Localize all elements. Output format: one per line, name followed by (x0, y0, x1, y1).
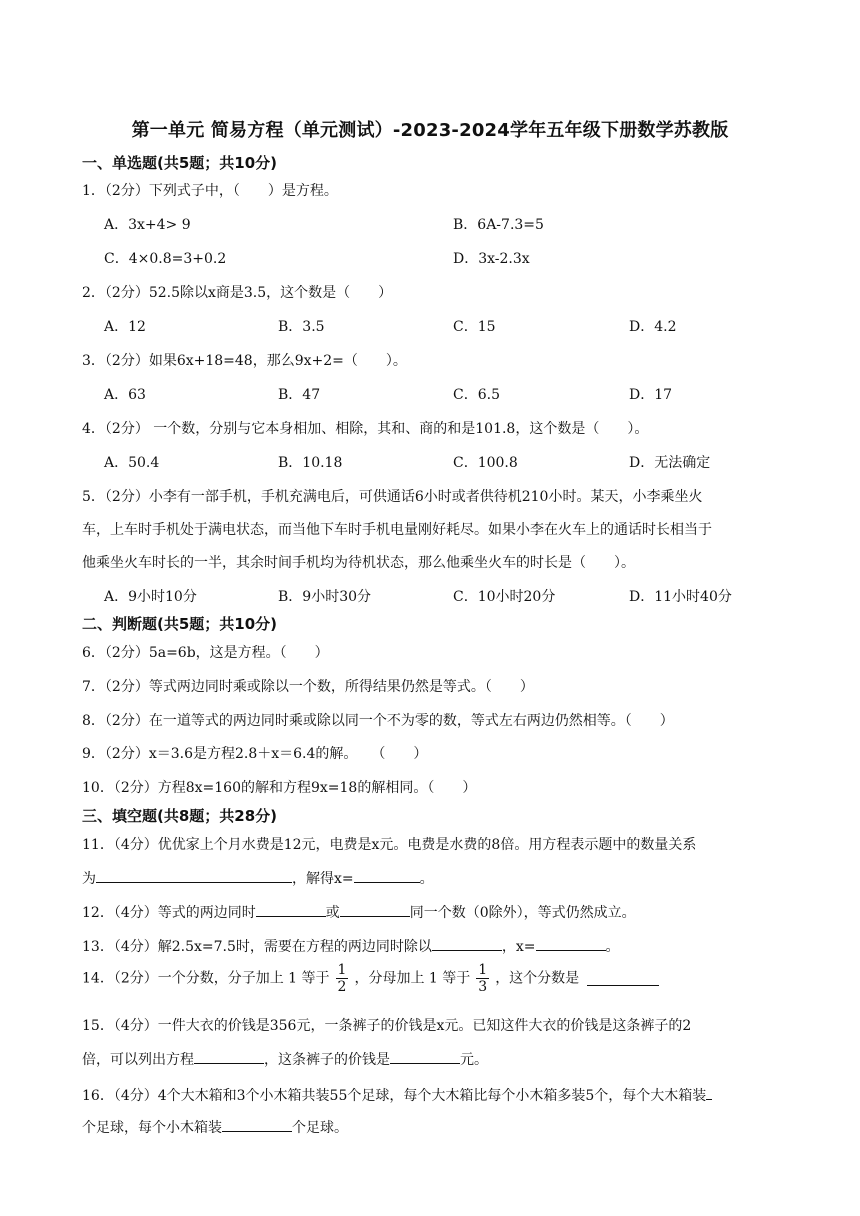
q5-option-b: B．9小时30分 (278, 589, 372, 605)
question-5-line-2: 车，上车时手机处于满电状态，而当他下车时手机电量刚好耗尽。如果小李在火车上的通话时长相当于 (82, 522, 712, 538)
q1-option-a: A．3x+4> 9 (104, 217, 191, 233)
question-3: 3．（2分）如果6x+18=48，那么9x+2=（ ）。 (82, 353, 407, 369)
question-12: 12．（4分）等式的两边同时 或 同一个数（0除外），等式仍然成立。 (82, 902, 636, 922)
q1-option-d: D．3x-2.3x (453, 251, 530, 267)
question-15-line-2: 倍，可以列出方程 ，这条裤子的价钱是 元。 (82, 1049, 488, 1069)
question-11-line-1: 11．（4分）优优家上个月水费是12元，电费是x元。电费是水费的8倍。用方程表示题中的数量关系 (82, 837, 697, 853)
q2-option-a: A．12 (104, 319, 146, 335)
q5-option-c: C．10小时20分 (453, 589, 556, 605)
answer-blank[interactable] (96, 868, 292, 883)
q3-option-c: C．6.5 (453, 387, 500, 403)
answer-blank[interactable] (340, 902, 410, 917)
question-2: 2．（2分）52.5除以x商是3.5，这个数是（ ） (82, 285, 393, 301)
question-9: 9．（2分）x＝3.6是方程2.8＋x＝6.4的解。 （ ） (82, 746, 428, 762)
question-4: 4．（2分） 一个数，分别与它本身相加、相除，其和、商的和是101.8，这个数是（ ）。 (82, 421, 649, 437)
question-15-line-1: 15．（4分）一件大衣的价钱是356元，一条裤子的价钱是x元。已知这件大衣的价钱是这条裤子的2 (82, 1018, 692, 1034)
section-heading-single-choice: 一、单选题(共5题；共10分) (82, 154, 278, 172)
q3-option-d: D．17 (629, 387, 673, 403)
question-13: 13．（4分）解2.5x=7.5时，需要在方程的两边同时除以 ，x= 。 (82, 936, 620, 956)
q4-option-a: A．50.4 (104, 455, 160, 471)
q2-option-d: D．4.2 (629, 319, 677, 335)
answer-blank[interactable] (222, 1117, 292, 1132)
question-6: 6．（2分）5a=6b，这是方程。（ ） (82, 645, 329, 661)
q1-option-b: B．6A-7.3=5 (453, 217, 544, 233)
question-16-line-1: 16．（4分）4个大木箱和3个小木箱共装55个足球，每个大木箱比每个小木箱多装5个，每个大木箱装 (82, 1085, 712, 1105)
question-14: 14．（2分）一个分数，分子加上 1 等于 $\frac{1}{2}$ ，分母加上 1 等于 $\frac{1}{3}$ ，这个分数是 (82, 962, 659, 995)
section-heading-true-false: 二、判断题(共5题；共10分) (82, 615, 278, 633)
q1-option-c: C．4×0.8=3+0.2 (104, 251, 227, 267)
q4-option-d: D．无法确定 (629, 455, 711, 471)
question-5-line-1: 5．（2分）小李有一部手机，手机充满电后，可供通话6小时或者供待机210小时。某天，小李乘坐火 (82, 489, 703, 505)
answer-blank[interactable] (706, 1085, 712, 1100)
q4-option-c: C．100.8 (453, 455, 518, 471)
question-11-line-2: 为 ，解得x= 。 (82, 868, 434, 888)
page-title: 第一单元 简易方程（单元测试）-2023-2024学年五年级下册数学苏教版 (131, 120, 729, 141)
question-8: 8．（2分）在一道等式的两边同时乘或除以同一个不为零的数，等式左右两边仍然相等。（ ） (82, 713, 674, 729)
q3-option-b: B．47 (278, 387, 321, 403)
answer-blank[interactable] (390, 1049, 460, 1064)
q5-option-d: D．11小时40分 (629, 589, 732, 605)
answer-blank[interactable] (256, 902, 326, 917)
question-7: 7．（2分）等式两边同时乘或除以一个数，所得结果仍然是等式。（ ） (82, 679, 534, 695)
answer-blank[interactable] (536, 936, 606, 951)
question-10: 10．（2分）方程8x=160的解和方程9x=18的解相同。（ ） (82, 780, 477, 796)
question-5-line-3: 他乘坐火车时长的一半，其余时间手机均为待机状态，那么他乘坐火车的时长是（ ）。 (82, 555, 635, 571)
answer-blank[interactable] (194, 1049, 264, 1064)
fraction-one-third: $\frac{1}{3}$ (478, 962, 488, 995)
question-1: 1．（2分）下列式子中，（ ）是方程。 (82, 183, 338, 199)
q5-option-a: A．9小时10分 (104, 589, 197, 605)
answer-blank[interactable] (354, 868, 420, 883)
q4-option-b: B．10.18 (278, 455, 343, 471)
q2-option-b: B．3.5 (278, 319, 325, 335)
q2-option-c: C．15 (453, 319, 496, 335)
answer-blank[interactable] (587, 971, 659, 986)
q3-option-a: A．63 (104, 387, 146, 403)
fraction-one-half: $\frac{1}{2}$ (337, 962, 347, 995)
answer-blank[interactable] (432, 936, 502, 951)
question-16-line-2: 个足球，每个小木箱装 个足球。 (82, 1117, 348, 1137)
section-heading-fill-blank: 三、填空题(共8题；共28分) (82, 807, 278, 825)
